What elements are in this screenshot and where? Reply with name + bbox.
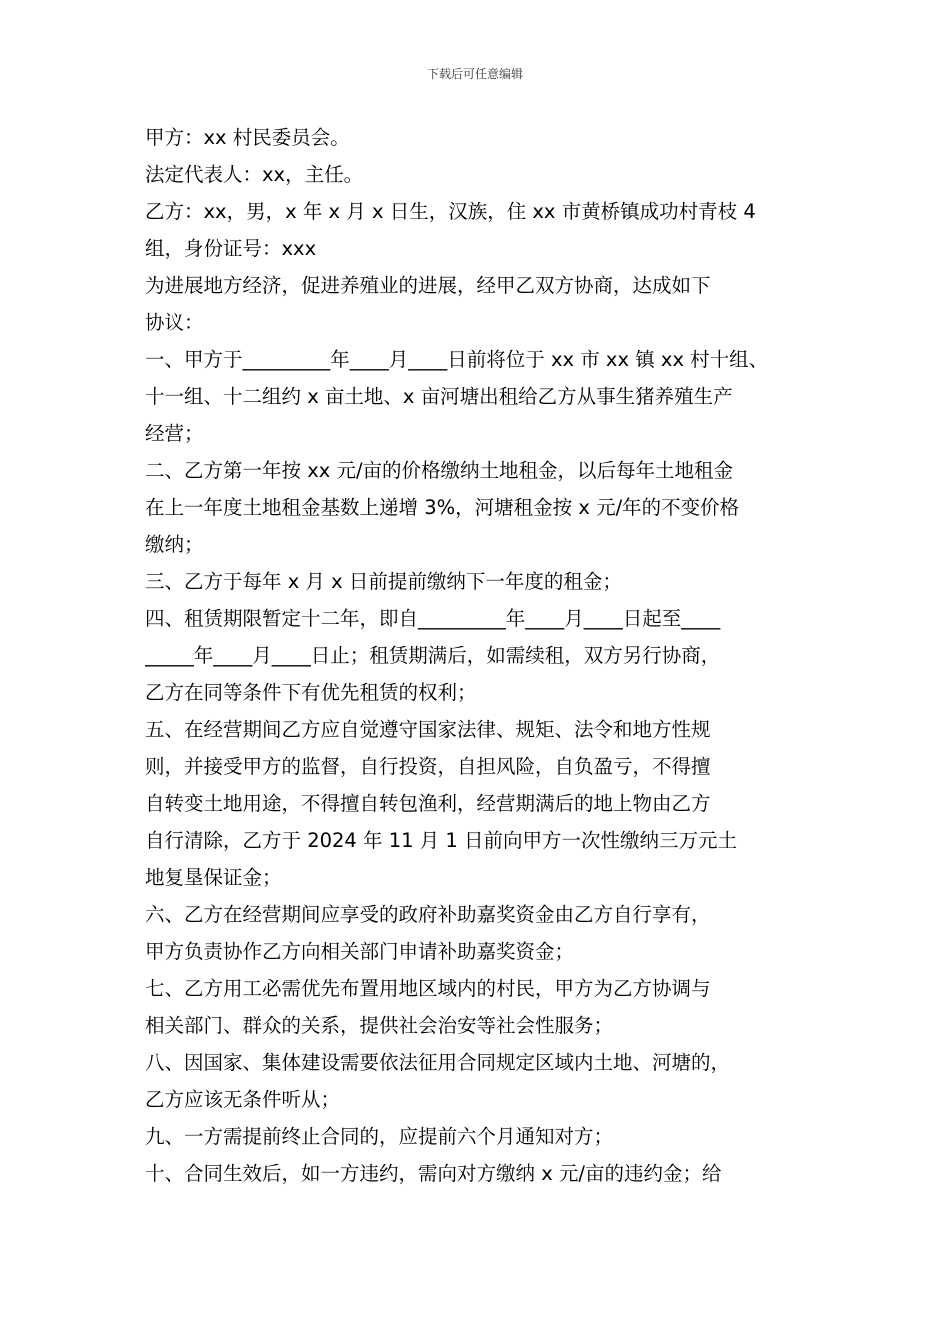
doc-line: 在上一年度土地租金基数上递增 3%，河塘租金按 x 元/年的不变价格 — [145, 496, 740, 519]
doc-line: 三、乙方于每年 x 月 x 日前提前缴纳下一年度的租金； — [145, 570, 622, 593]
page-header: 下载后可任意编辑 — [426, 67, 523, 81]
document-body — [145, 119, 825, 1192]
doc-line: 为进展地方经济，促进养殖业的进展，经甲乙双方协商，达成如下 — [145, 274, 711, 297]
doc-line: 经营； — [145, 422, 204, 445]
doc-line: 甲方：xx 村民委员会。 — [145, 126, 350, 149]
doc-line: 一、甲方于_________年____月____日前将位于 xx 市 xx 镇 xx 村十组、 — [145, 348, 769, 371]
doc-line: _____年____月____日止；租赁期满后，如需续租，双方另行协商， — [145, 644, 721, 667]
doc-line: 则，并接受甲方的监督，自行投资，自担风险，自负盈亏，不得擅 — [145, 755, 711, 778]
doc-line: 九、一方需提前终止合同的，应提前六个月通知对方； — [145, 1125, 614, 1148]
doc-line: 八、因国家、集体建设需要依法征用合同规定区域内土地、河塘的， — [145, 1051, 731, 1074]
doc-line: 缴纳； — [145, 533, 204, 556]
doc-line: 四、租赁期限暂定十二年，即自_________年____月____日起至____ — [145, 607, 721, 630]
doc-line: 乙方：xx，男，x 年 x 月 x 日生，汉族，住 xx 市黄桥镇成功村青枝 4 — [145, 200, 756, 223]
doc-line: 自行清除，乙方于 2024 年 11 月 1 日前向甲方一次性缴纳三万元土 — [145, 829, 738, 852]
doc-line: 甲方负责协作乙方向相关部门申请补助嘉奖资金； — [145, 940, 575, 963]
doc-line: 乙方应该无条件听从； — [145, 1088, 341, 1111]
doc-line: 相关部门、群众的关系，提供社会治安等社会性服务； — [145, 1014, 614, 1037]
doc-line: 组，身份证号：xxx — [145, 237, 317, 260]
doc-line: 法定代表人：xx，主任。 — [145, 163, 364, 186]
doc-line: 十、合同生效后，如一方违约，需向对方缴纳 x 元/亩的违约金；给 — [145, 1162, 722, 1185]
doc-line: 十一组、十二组约 x 亩土地、x 亩河塘出租给乙方从事生猪养殖生产 — [145, 385, 733, 408]
doc-line: 五、在经营期间乙方应自觉遵守国家法律、规矩、法令和地方性规 — [145, 718, 711, 741]
doc-line: 地复垦保证金； — [145, 866, 282, 889]
doc-line: 二、乙方第一年按 xx 元/亩的价格缴纳土地租金，以后每年土地租金 — [145, 459, 734, 482]
doc-line: 自转变土地用途，不得擅自转包渔利，经营期满后的地上物由乙方 — [145, 792, 711, 815]
doc-line: 协议： — [145, 311, 204, 334]
doc-line: 六、乙方在经营期间应享受的政府补助嘉奖资金由乙方自行享有， — [145, 903, 711, 926]
doc-line: 七、乙方用工必需优先布置用地区域内的村民，甲方为乙方协调与 — [145, 977, 711, 1000]
doc-line: 乙方在同等条件下有优先租赁的权利； — [145, 681, 477, 704]
